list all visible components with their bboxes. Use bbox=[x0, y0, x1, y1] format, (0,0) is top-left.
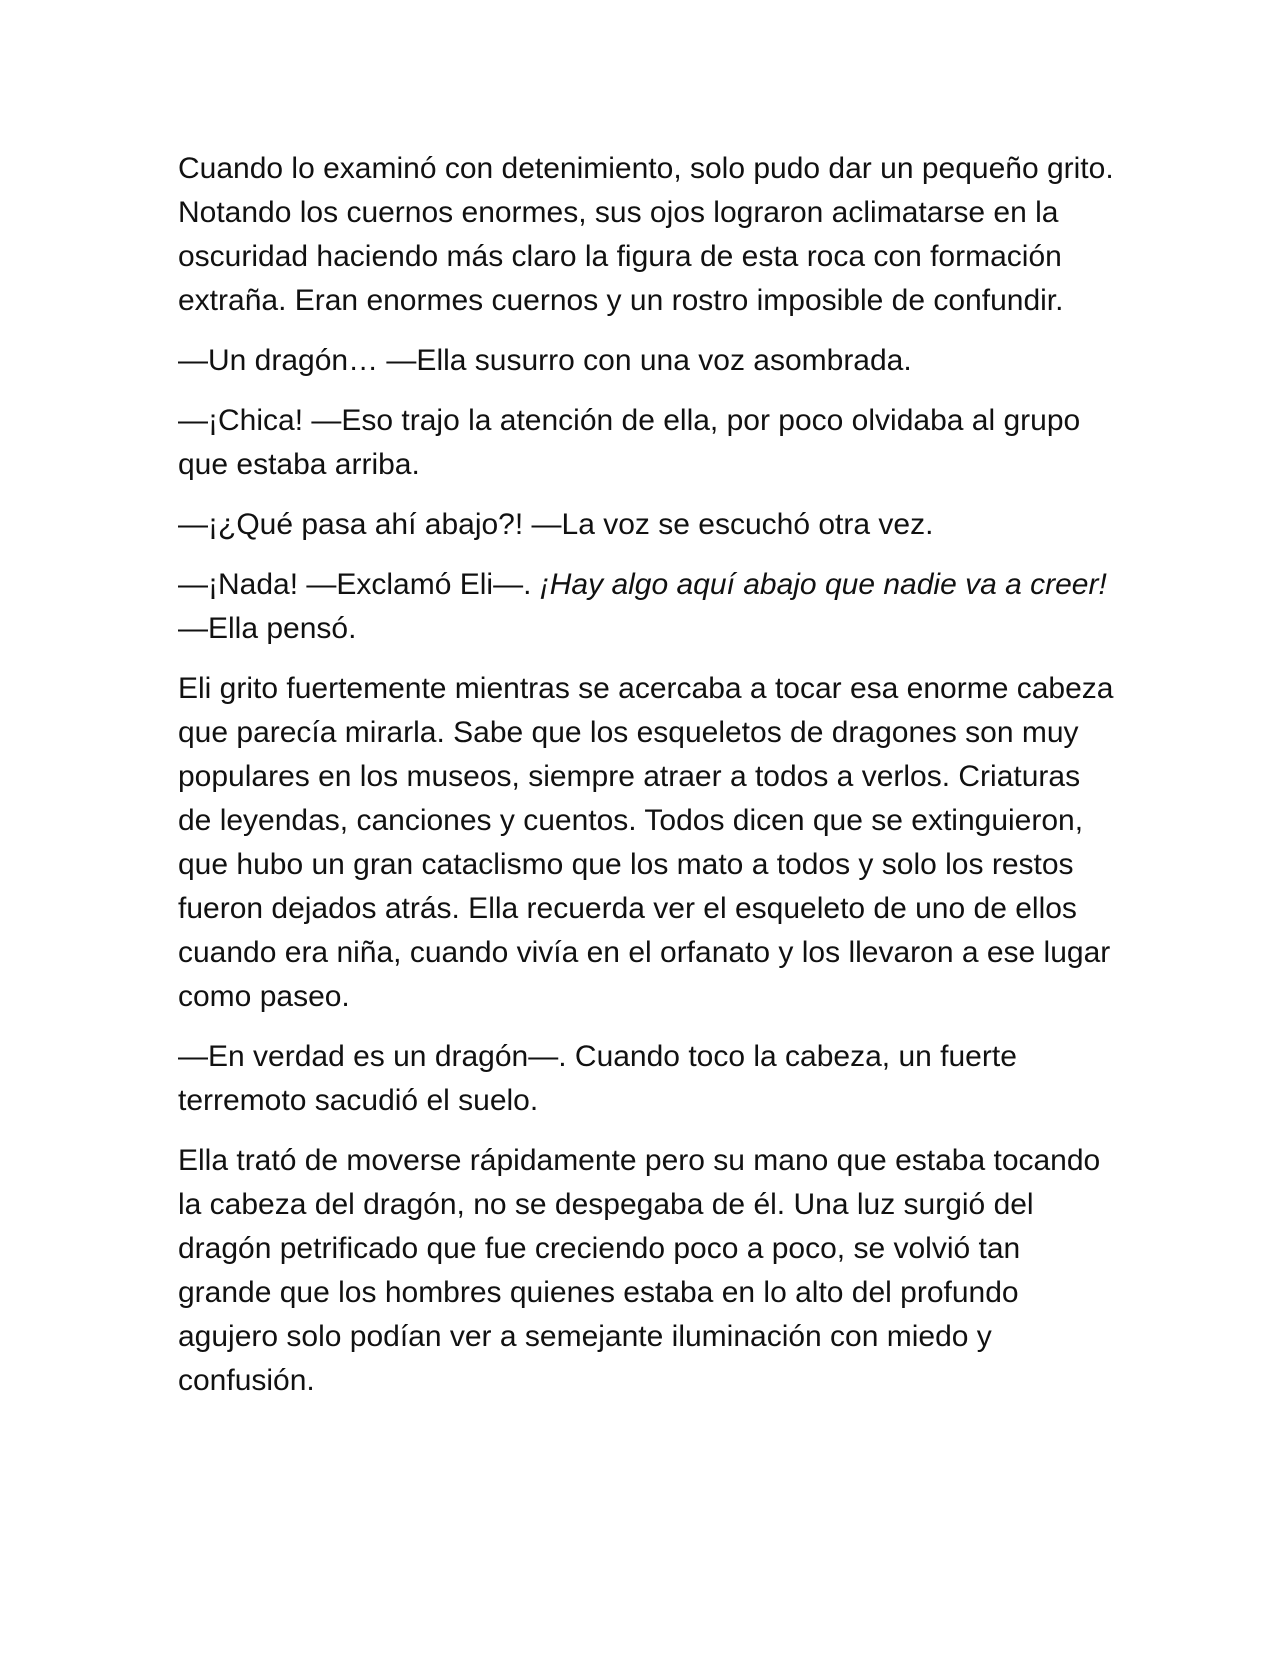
paragraph-6: Eli grito fuertemente mientras se acercaba a tocar esa enorme cabeza que parecía mirarla. Sabe que los esqueletos de dragones son muy populares en los museos, siempre atraer a todos a verlos. Criaturas de leyendas, canciones y cuentos. Todos dicen que se extinguieron, que hubo un gran cataclismo que los mato a todos y solo los restos fueron dejados atrás. Ella recuerda ver el esqueleto de uno de ellos cuando era niña, cuando vivía en el orfanato y los llevaron a ese lugar como paseo. bbox=[178, 672, 1114, 1013]
paragraph-2: —Un dragón… —Ella susurro con una voz asombrada. bbox=[178, 344, 912, 377]
paragraph-8: Ella trató de moverse rápidamente pero su mano que estaba tocando la cabeza del dragón, no se despegaba de él. Una luz surgió del dragón petrificado que fue creciendo poco a poco, se volvió tan grande que los hombres quienes estaba en lo alto del profundo agujero solo podían ver a semejante iluminación con miedo y confusión. bbox=[178, 1144, 1101, 1397]
paragraph-5-lead: —¡Nada! —Exclamó Eli—. bbox=[178, 568, 540, 601]
paragraph-4: —¡¿Qué pasa ahí abajo?! —La voz se escuchó otra vez. bbox=[178, 508, 934, 541]
paragraph-1: Cuando lo examinó con detenimiento, solo pudo dar un pequeño grito. Notando los cuernos enormes, sus ojos lograron aclimatarse en la oscuridad haciendo más claro la figura de esta roca con formación extraña. Eran enormes cuernos y un rostro imposible de confundir. bbox=[178, 152, 1114, 317]
paragraph-3: —¡Chica! —Eso trajo la atención de ella, por poco olvidaba al grupo que estaba arriba. bbox=[178, 404, 1081, 481]
paragraph-5 bbox=[178, 563, 1118, 651]
paragraph-5-italic-thought: ¡Hay algo aquí abajo que nadie va a creer! bbox=[539, 568, 1107, 601]
paragraph-5-tail: —Ella pensó. bbox=[178, 612, 357, 645]
paragraph-7: —En verdad es un dragón—. Cuando toco la cabeza, un fuerte terremoto sacudió el suelo. bbox=[178, 1040, 1017, 1117]
document-body bbox=[178, 147, 1118, 1403]
